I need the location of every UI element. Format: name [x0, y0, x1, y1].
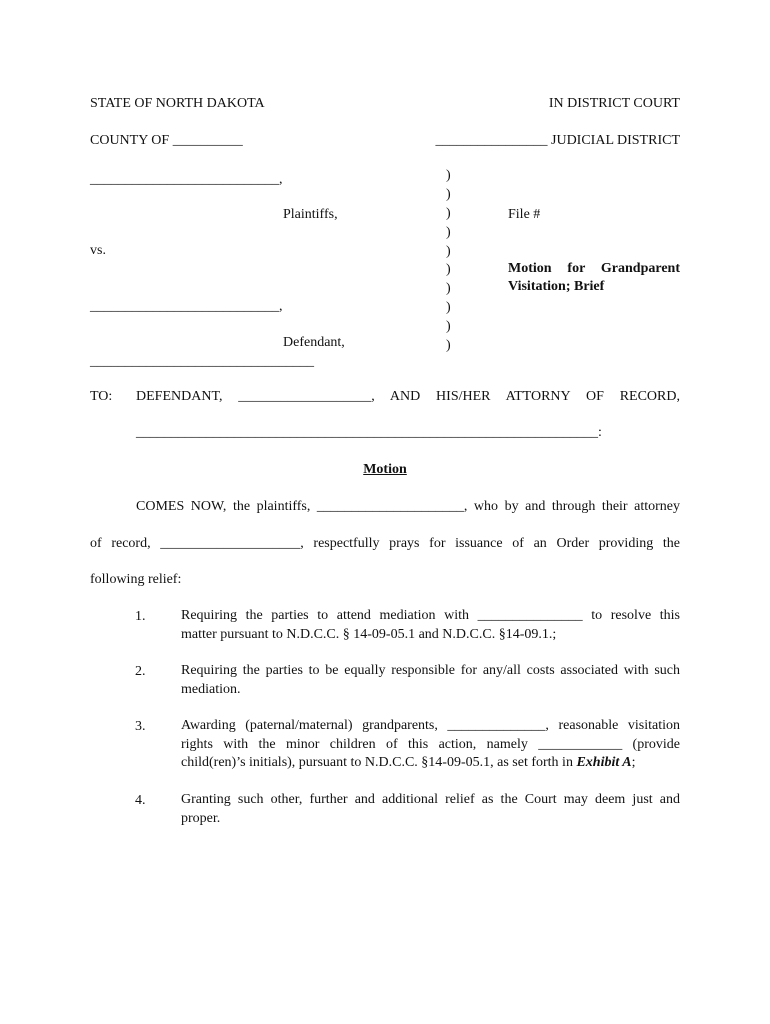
- defendant-label: Defendant,: [283, 335, 345, 350]
- district-label: ________________ JUDICIAL DISTRICT: [435, 133, 680, 148]
- motion-heading: Motion: [363, 462, 407, 477]
- relief-item-line: mediation.: [181, 681, 241, 697]
- relief-item-number: 4.: [135, 793, 146, 808]
- relief-item-number: 3.: [135, 719, 146, 734]
- defendant-name-line: ___________________________,: [90, 299, 283, 314]
- caption-bottom-line: ________________________________: [90, 354, 314, 369]
- to-attorney-blank-line: __________________________________________________________________:: [136, 425, 602, 440]
- relief-item-line: matter pursuant to N.D.C.C. § 14-09-05.1 and N.D.C.C. §14-09.1.;: [181, 626, 557, 642]
- paren: ): [446, 168, 451, 183]
- relief-item-line: Awarding (paternal/maternal) grandparents, ______________, reasonable visitation: [181, 718, 680, 733]
- versus-label: vs.: [90, 243, 106, 258]
- relief-item-1: [181, 607, 680, 644]
- document-title-line1: Motion for Grandparent: [508, 261, 680, 276]
- relief-item-text: child(ren)’s initials), pursuant to N.D.C.C. §14-09-05.1, as set forth in: [181, 755, 577, 770]
- paren: ): [446, 262, 451, 278]
- relief-item-2: [181, 662, 680, 699]
- paren: ): [446, 319, 451, 335]
- relief-item-line: proper.: [181, 810, 221, 826]
- paren: ): [446, 186, 451, 202]
- plaintiff-name-line: ___________________________,: [90, 172, 283, 187]
- relief-item-3: [181, 717, 680, 773]
- relief-item-line: [181, 754, 680, 773]
- relief-item-line: Requiring the parties to attend mediation with _______________ to resolve this: [181, 608, 680, 623]
- paren: ): [446, 243, 451, 259]
- to-label: TO:: [90, 389, 113, 404]
- to-defendant-line: DEFENDANT, ___________________, AND HIS/HER ATTORNY OF RECORD,: [136, 389, 680, 404]
- motion-paragraph-line2: of record, ____________________, respectfully prays for issuance of an Order providing the: [90, 536, 680, 551]
- paren: ): [446, 205, 451, 221]
- relief-item-4: [181, 791, 680, 828]
- exhibit-reference: Exhibit A: [576, 755, 632, 770]
- county-label: COUNTY OF __________: [90, 133, 243, 148]
- paren: ): [446, 338, 451, 354]
- state-label: STATE OF NORTH DAKOTA: [90, 96, 265, 111]
- paren: ): [446, 300, 451, 316]
- paren: ): [446, 224, 451, 240]
- relief-item-number: 2.: [135, 664, 146, 679]
- court-label: IN DISTRICT COURT: [548, 96, 680, 111]
- relief-item-text: ;: [631, 755, 636, 770]
- relief-item-number: 1.: [135, 609, 146, 624]
- paren: ): [446, 281, 451, 297]
- relief-item-line: Granting such other, further and additional relief as the Court may deem just and: [181, 792, 680, 807]
- motion-paragraph-line1: COMES NOW, the plaintiffs, _____________________, who by and through their attorney: [136, 499, 680, 514]
- file-number-label: File #: [508, 207, 541, 222]
- motion-paragraph-line3: following relief:: [90, 572, 182, 587]
- relief-item-line: Requiring the parties to be equally responsible for any/all costs associated with such: [181, 663, 680, 678]
- plaintiffs-label: Plaintiffs,: [283, 207, 338, 222]
- relief-item-line: rights with the minor children of this action, namely ____________ (provide: [181, 736, 680, 752]
- document-title-line2: Visitation; Brief: [508, 279, 605, 294]
- caption-parenthesis-column: [446, 167, 454, 356]
